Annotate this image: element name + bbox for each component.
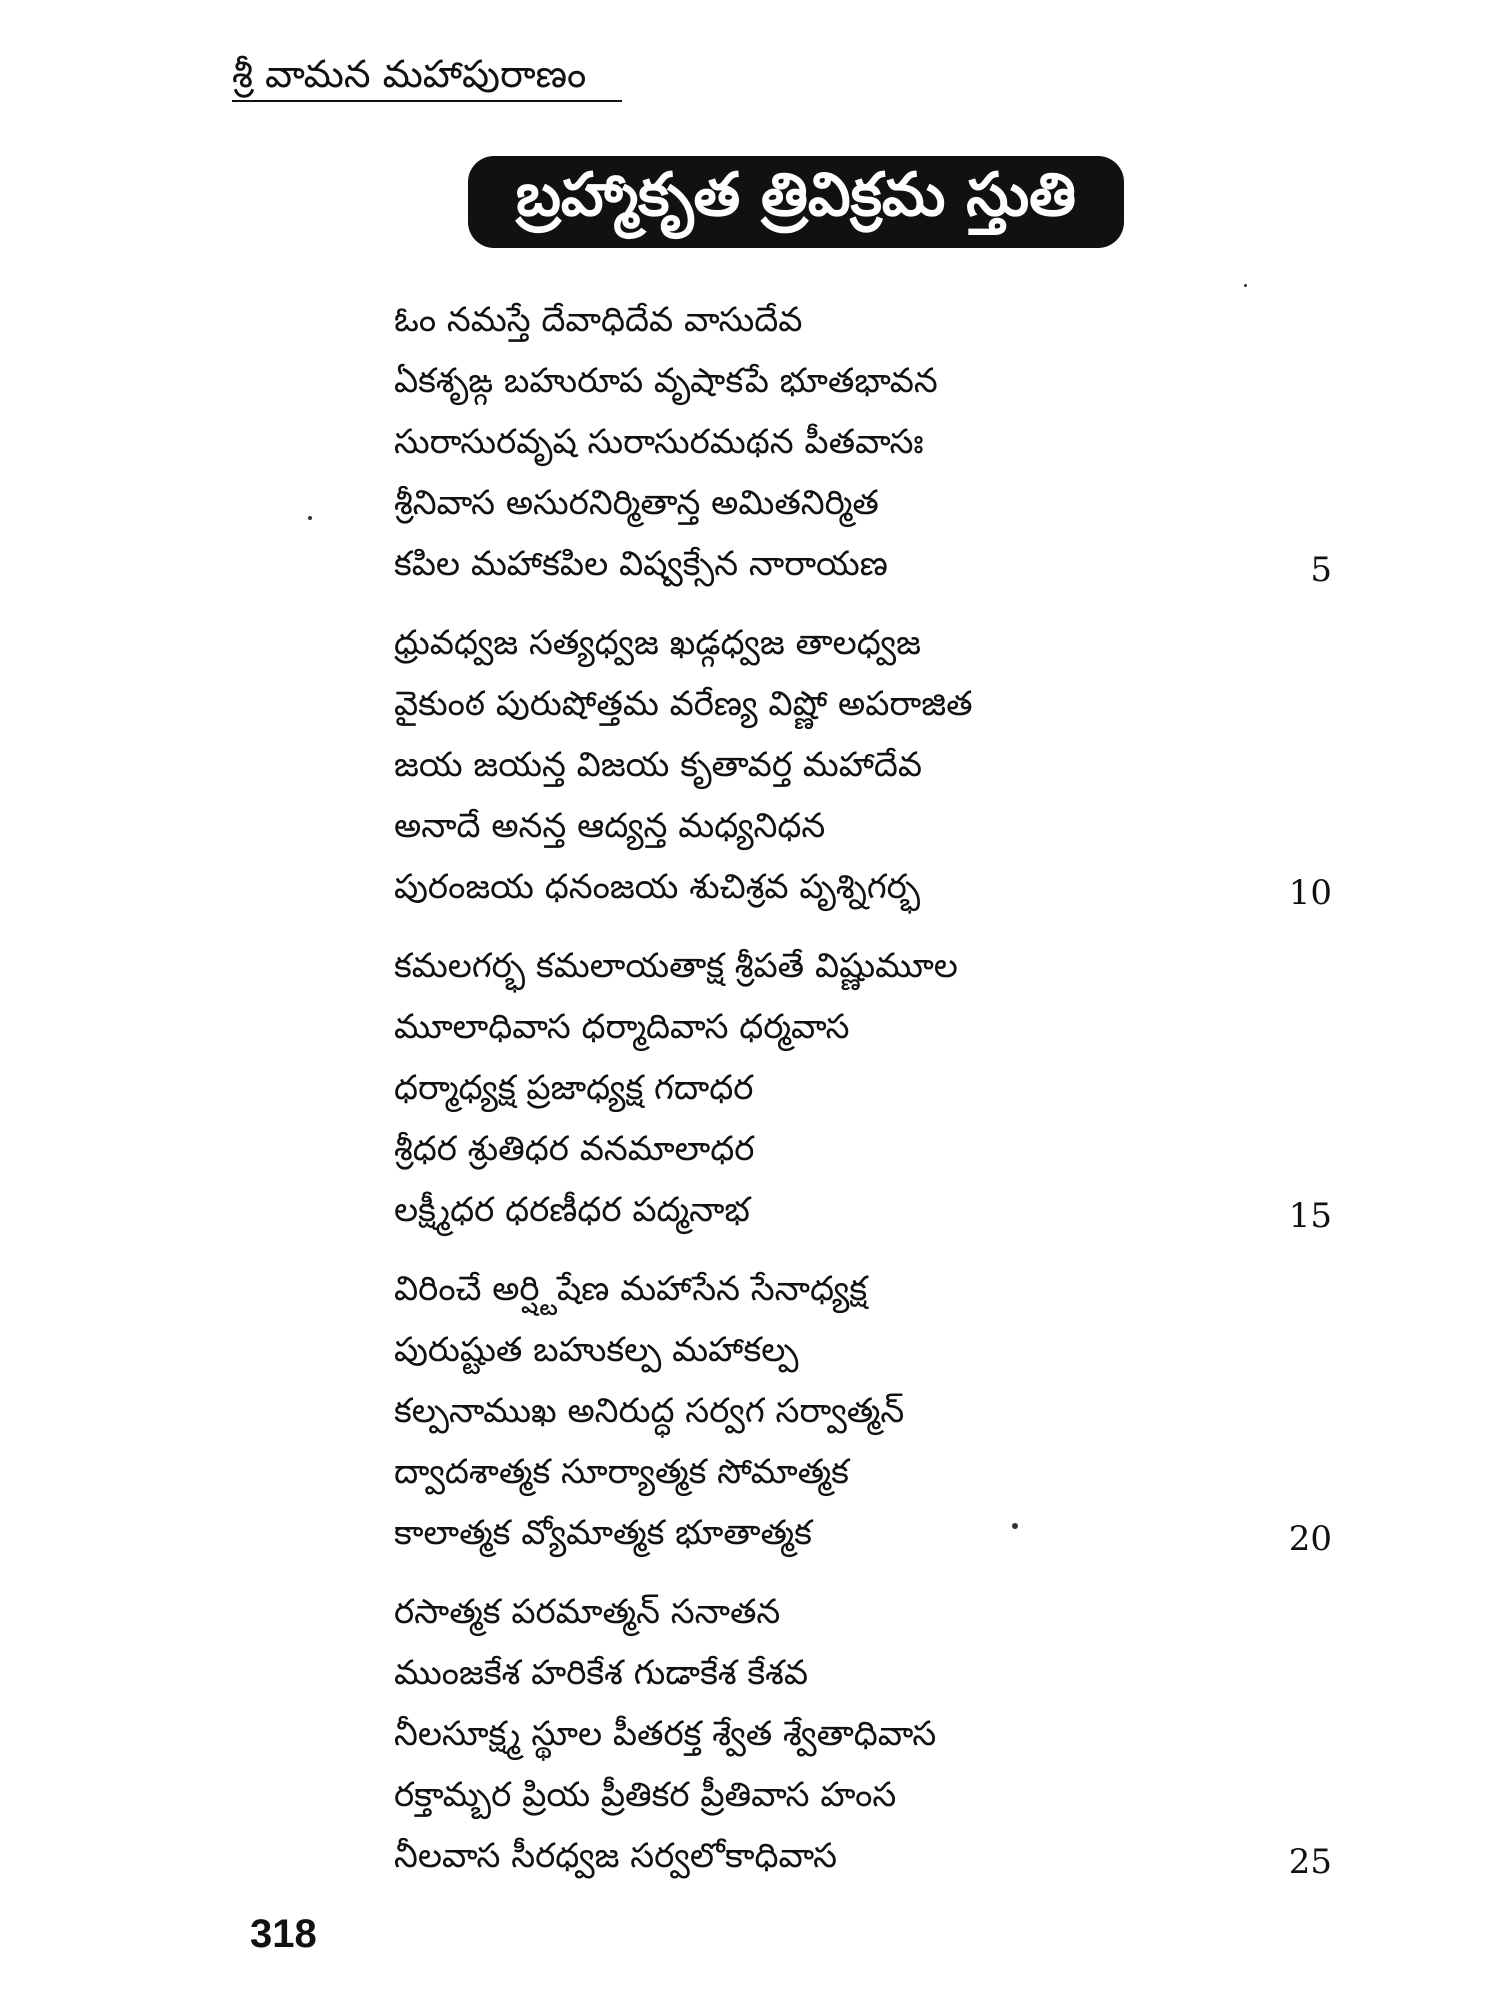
stanza: [394, 613, 1354, 918]
scan-speck: [1012, 1523, 1018, 1529]
verse-text: నీలవాస సీరధ్వజ సర్వలోకాధివాస: [394, 1836, 837, 1876]
verse-text: ముంజకేశ హరికేశ గుడాకేశ కేశవ: [394, 1653, 809, 1693]
verse-text: నీలసూక్ష్మ స్థూల పీతరక్త శ్వేత శ్వేతాధివాస: [394, 1714, 937, 1754]
verse-line: [394, 735, 1354, 796]
line-number: 20: [1288, 1519, 1332, 1559]
line-number: 5: [1310, 550, 1332, 590]
verse-text: లక్ష్మీధర ధరణీధర పద్మనాభ: [394, 1190, 750, 1230]
verse-text: రసాత్మక పరమాత్మన్ సనాతన: [394, 1592, 781, 1632]
stanza: [394, 1259, 1354, 1564]
verse-line: [394, 1826, 1354, 1887]
verse-line: [394, 1381, 1354, 1442]
verse-line: [394, 1119, 1354, 1180]
stanza: [394, 936, 1354, 1241]
verse-text: కమలగర్భ కమలాయతాక్ష శ్రీపతే విష్ణుమూల: [394, 946, 958, 986]
running-header: శ్రీ వామన మహాపురాణం: [232, 52, 587, 96]
verse-line: [394, 1180, 1354, 1241]
verse-text: కల్పనాముఖ అనిరుద్ధ సర్వగ సర్వాత్మన్: [394, 1391, 905, 1431]
verse-line: [394, 534, 1354, 595]
verse-text: ధర్మాధ్యక్ష ప్రజాధ్యక్ష గదాధర: [394, 1068, 754, 1108]
verse-text: కాలాత్మక వ్యోమాత్మక భూతాత్మక: [394, 1513, 812, 1553]
verse-line: [394, 290, 1354, 351]
verse-text: ద్వాదశాత్మక సూర్యాత్మక సోమాత్మక: [394, 1452, 849, 1492]
verse-line: [394, 1320, 1354, 1381]
verse-line: [394, 1058, 1354, 1119]
verse-text: పురుష్టుత బహుకల్ప మహాకల్ప: [394, 1330, 799, 1370]
verse-line: [394, 1643, 1354, 1704]
verse-line: [394, 412, 1354, 473]
verse-line: [394, 1503, 1354, 1564]
verse-text: మూలాధివాస ధర్మాదివాస ధర్మవాస: [394, 1007, 850, 1047]
verse-text: ఏకశృఙ్గ బహురూప వృషాకపే భూతభావన: [394, 361, 938, 401]
verse-line: [394, 473, 1354, 534]
line-number: 10: [1288, 873, 1332, 913]
scan-speck: [1244, 284, 1247, 287]
verse-text: శ్రీధర శ్రుతిధర వనమాలాధర: [394, 1129, 755, 1169]
verse-line: [394, 1582, 1354, 1643]
title-banner: [468, 156, 1124, 248]
verse-line: [394, 997, 1354, 1058]
verse-line: [394, 351, 1354, 412]
stanza: [394, 1582, 1354, 1887]
verse-text: పురంజయ ధనంజయ శుచిశ్రవ పృశ్నిగర్భ: [394, 867, 921, 907]
verse-line: [394, 1765, 1354, 1826]
verse-line: [394, 936, 1354, 997]
verse-text: శ్రీనివాస అసురనిర్మితాన్త అమితనిర్మిత: [394, 483, 879, 523]
verse-text: అనాదే అనన్త ఆద్యన్త మధ్యనిధన: [394, 806, 826, 846]
verse-body: [394, 290, 1354, 1905]
verse-text: జయ జయన్త విజయ కృతావర్త మహాదేవ: [394, 745, 923, 785]
line-number: 15: [1288, 1196, 1332, 1236]
scan-speck: [308, 516, 312, 520]
verse-line: [394, 857, 1354, 918]
verse-text: వైకుంఠ పురుషోత్తమ వరేణ్య విష్ణో అపరాజిత: [394, 684, 973, 724]
page-title: బ్రహ్మాకృత త్రివిక్రమ స్తుతి: [515, 160, 1077, 230]
stanza: [394, 290, 1354, 595]
verse-line: [394, 1442, 1354, 1503]
verse-line: [394, 1704, 1354, 1765]
verse-text: ధ్రువధ్వజ సత్యధ్వజ ఖడ్గధ్వజ తాలధ్వజ: [394, 623, 921, 663]
verse-line: [394, 613, 1354, 674]
verse-text: ఓం నమస్తే దేవాధిదేవ వాసుదేవ: [394, 300, 803, 340]
verse-text: కపిల మహాకపిల విష్వక్సేన నారాయణ: [394, 544, 888, 584]
verse-line: [394, 1259, 1354, 1320]
verse-line: [394, 796, 1354, 857]
verse-text: సురాసురవృష సురాసురమథన పీతవాసః: [394, 422, 924, 462]
line-number: 25: [1288, 1842, 1332, 1882]
verse-text: రక్తామ్బర ప్రియ ప్రీతికర ప్రీతివాస హంస: [394, 1775, 897, 1815]
verse-text: విరించే అర్ష్టిషేణ మహాసేన సేనాధ్యక్ష: [394, 1269, 868, 1309]
verse-line: [394, 674, 1354, 735]
page-number: 318: [250, 1912, 317, 1956]
header-rule: [232, 100, 622, 102]
